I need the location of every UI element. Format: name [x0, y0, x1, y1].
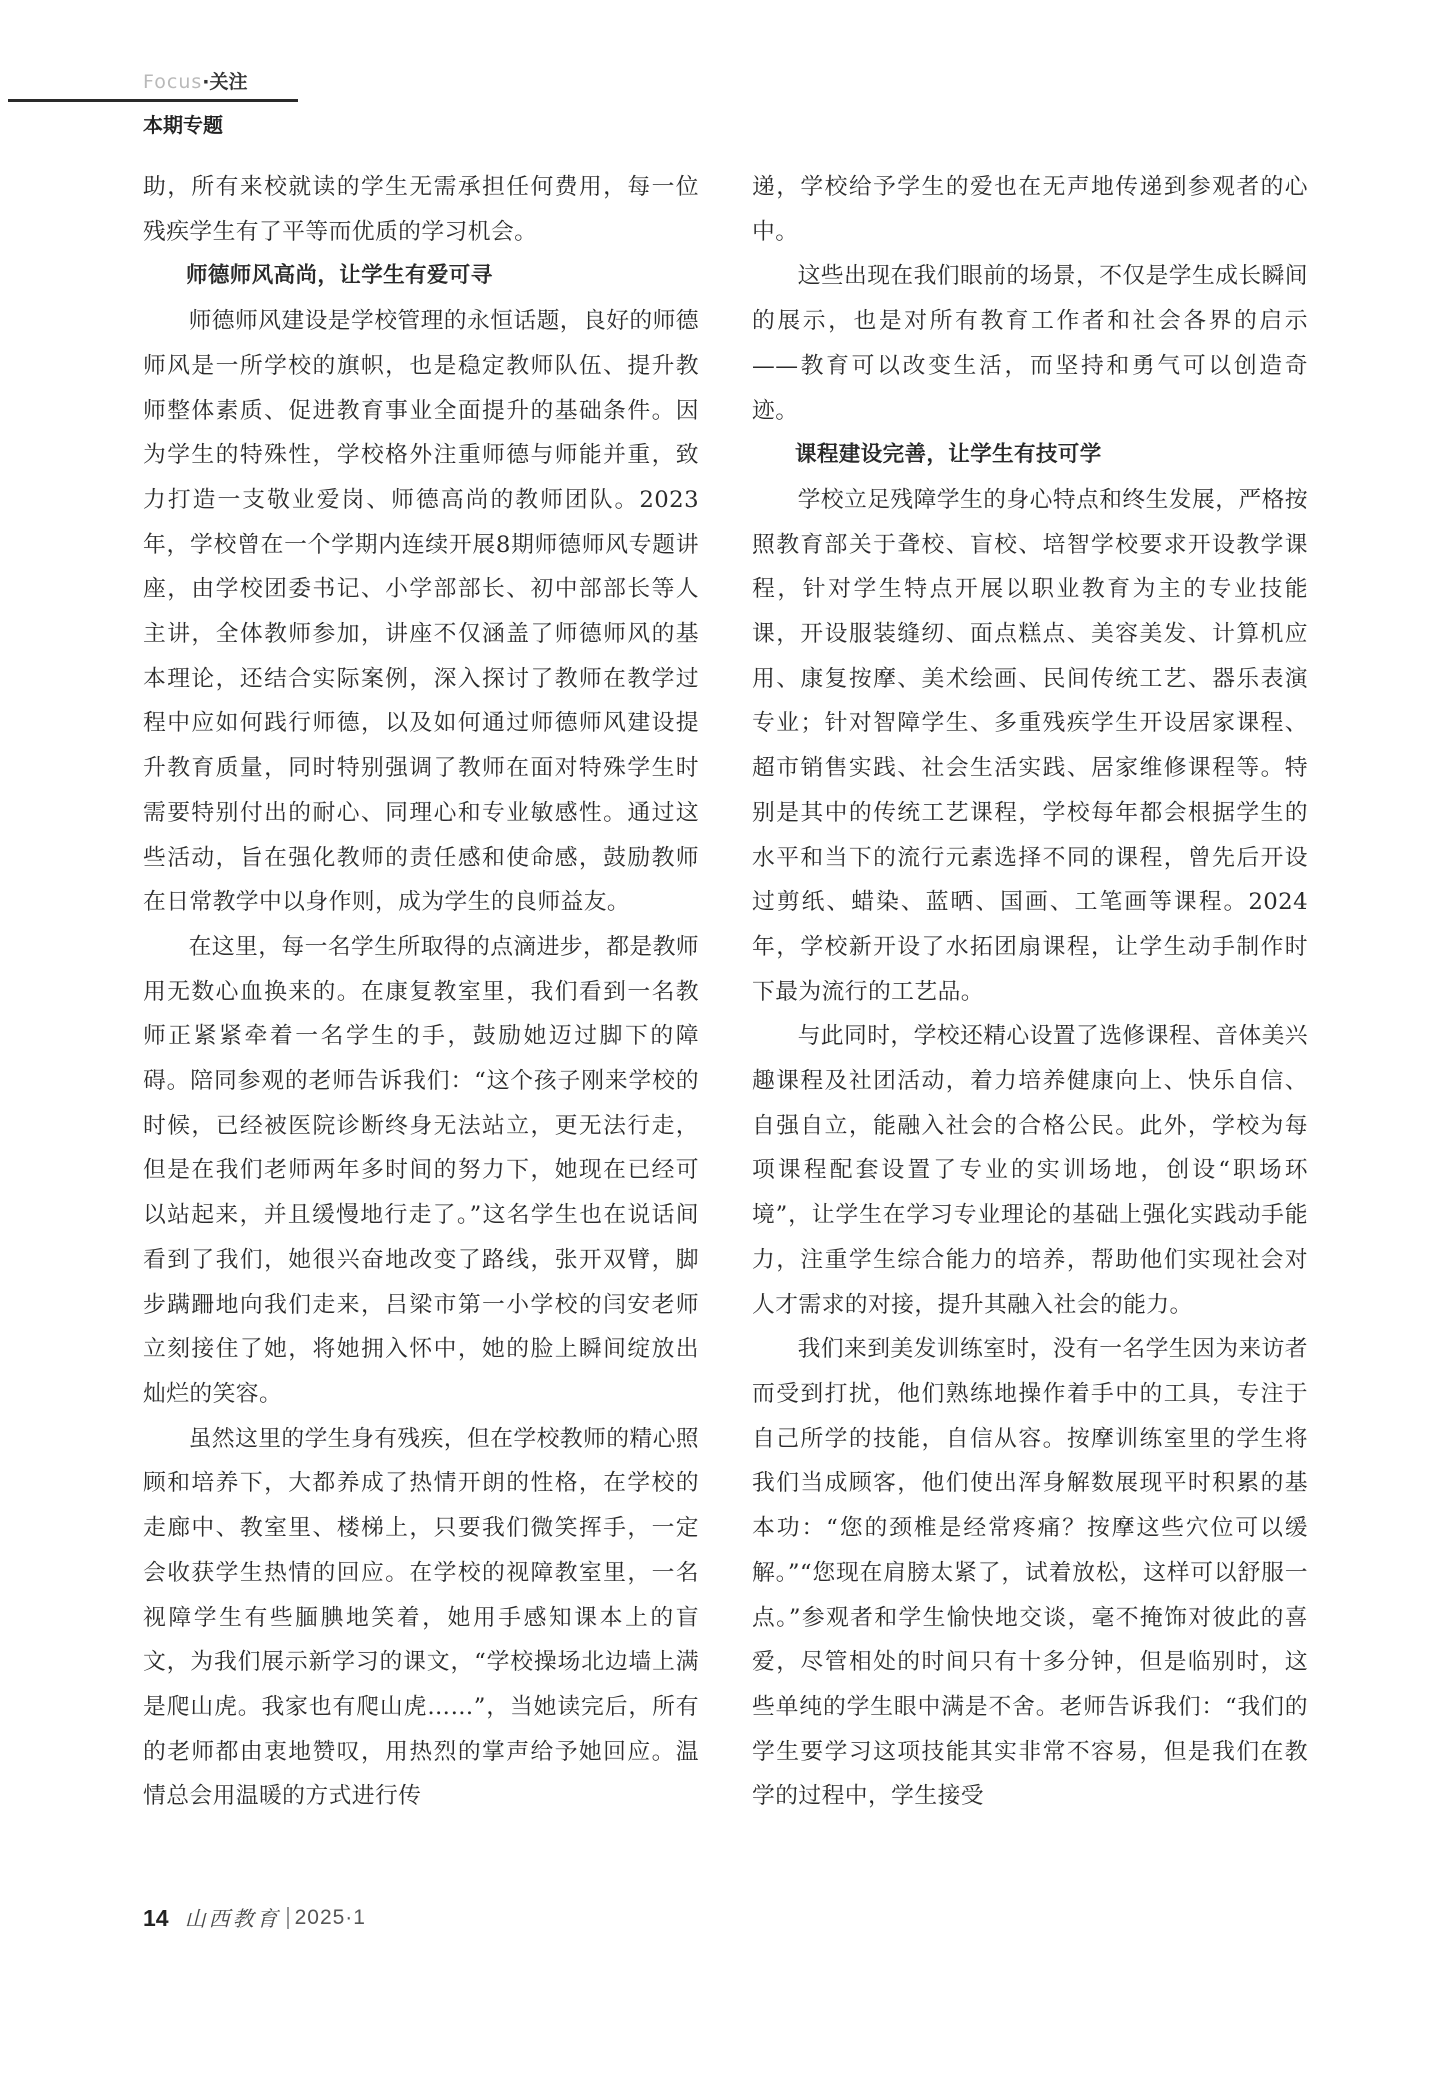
section-title: 本期专题: [143, 113, 223, 137]
paragraph-continued: 助，所有来校就读的学生无需承担任何费用，每一位残疾学生有了平等而优质的学习机会。: [143, 174, 699, 245]
paragraph: 我们来到美发训练室时，没有一名学生因为来访者而受到打扰，他们熟练地操作着手中的工具，专注于自己所学的技能，自信从容。按摩训练室里的学生将我们当成顾客，他们使出浑身解数展现平时积累的基本功：“您的颈椎是经常疼痛？按摩这些穴位可以缓解。”“您现在肩膀太紧了，试着放松，这样可以舒服一点。”参观者和学生愉快地交谈，毫不掩饰对彼此的喜爱，尽管相处的时间只有十多分钟，但是临别时，这些单纯的学生眼中满是不舍。老师告诉我们：“我们的学生要学习这项技能其实非常不容易，但是我们在教学的过程中，学生接受: [752, 1336, 1308, 1810]
header-rule: [8, 99, 298, 102]
footer-divider: [287, 1907, 289, 1929]
issue-label: 2025·1: [294, 1906, 366, 1929]
column-kicker: [143, 70, 247, 94]
subheading: 课程建设完善，让学生有技可学: [795, 442, 1102, 468]
paragraph: 学校立足残障学生的身心特点和终生发展，严格按照教育部关于聋校、盲校、培智学校要求开设教学课程，针对学生特点开展以职业教育为主的专业技能课，开设服装缝纫、面点糕点、美容美发、计算机应用、康复按摩、美术绘画、民间传统工艺、器乐表演专业；针对智障学生、多重残疾学生开设居家课程、超市销售实践、社会生活实践、居家维修课程等。特别是其中的传统工艺课程，学校每年都会根据学生的水平和当下的流行元素选择不同的课程，曾先后开设过剪纸、蜡染、蓝晒、国画、工笔画等课程。2024年，学校新开设了水拓团扇课程，让学生动手制作时下最为流行的工艺品。: [752, 486, 1308, 1005]
paragraph: 这些出现在我们眼前的场景，不仅是学生成长瞬间的展示，也是对所有教育工作者和社会各界的启示——教育可以改变生活，而坚持和勇气可以创造奇迹。: [752, 263, 1308, 424]
paragraph: 虽然这里的学生身有残疾，但在学校教师的精心照顾和培养下，大都养成了热情开朗的性格，在学校的走廊中、教室里、楼梯上，只要我们微笑挥手，一定会收获学生热情的回应。在学校的视障教室里，一名视障学生有些腼腆地笑着，她用手感知课本上的盲文，为我们展示新学习的课文，“学校操场北边墙上满是爬山虎。我家也有爬山虎……”，当她读完后，所有的老师都由衷地赞叹，用热烈的掌声给予她回应。温情总会用温暖的方式进行传: [143, 1425, 699, 1810]
left-column: [143, 165, 699, 1819]
page-footer: [143, 1903, 366, 1933]
subheading: 师德师风高尚，让学生有爱可寻: [186, 263, 493, 289]
paragraph: 与此同时，学校还精心设置了选修课程、音体美兴趣课程及社团活动，着力培养健康向上、快乐自信、自强自立，能融入社会的合格公民。此外，学校为每项课程配套设置了专业的实训场地，创设“职场环境”，让学生在学习专业理论的基础上强化实践动手能力，注重学生综合能力的培养，帮助他们实现社会对人才需求的对接，提升其融入社会的能力。: [752, 1023, 1308, 1318]
page-number: 14: [143, 1904, 169, 1931]
journal-name: 山西教育: [184, 1907, 281, 1931]
right-column: [752, 165, 1308, 1819]
paragraph-continued: 递，学校给予学生的爱也在无声地传递到参观者的心中。: [752, 174, 1308, 245]
paragraph: 在这里，每一名学生所取得的点滴进步，都是教师用无数心血换来的。在康复教室里，我们看到一名教师正紧紧牵着一名学生的手，鼓励她迈过脚下的障碍。陪同参观的老师告诉我们：“这个孩子刚来学校的时候，已经被医院诊断终身无法站立，更无法行走，但是在我们老师两年多时间的努力下，她现在已经可以站起来，并且缓慢地行走了。”这名学生也在说话间看到了我们，她很兴奋地改变了路线，张开双臂，脚步蹒跚地向我们走来，吕梁市第一小学校的闫安老师立刻接住了她，将她拥入怀中，她的脸上瞬间绽放出灿烂的笑容。: [143, 933, 699, 1407]
kicker-english: Focus: [143, 71, 203, 93]
kicker-chinese: ·关注: [202, 71, 248, 93]
paragraph: 师德师风建设是学校管理的永恒话题，良好的师德师风是一所学校的旗帜，也是稳定教师队伍、提升教师整体素质、促进教育事业全面提升的基础条件。因为学生的特殊性，学校格外注重师德与师能并重，致力打造一支敬业爱岗、师德高尚的教师团队。2023年，学校曾在一个学期内连续开展8期师德师风专题讲座，由学校团委书记、小学部部长、初中部部长等人主讲，全体教师参加，讲座不仅涵盖了师德师风的基本理论，还结合实际案例，深入探讨了教师在教学过程中应如何践行师德，以及如何通过师德师风建设提升教育质量，同时特别强调了教师在面对特殊学生时需要特别付出的耐心、同理心和专业敏感性。通过这些活动，旨在强化教师的责任感和使命感，鼓励教师在日常教学中以身作则，成为学生的良师益友。: [143, 308, 699, 916]
